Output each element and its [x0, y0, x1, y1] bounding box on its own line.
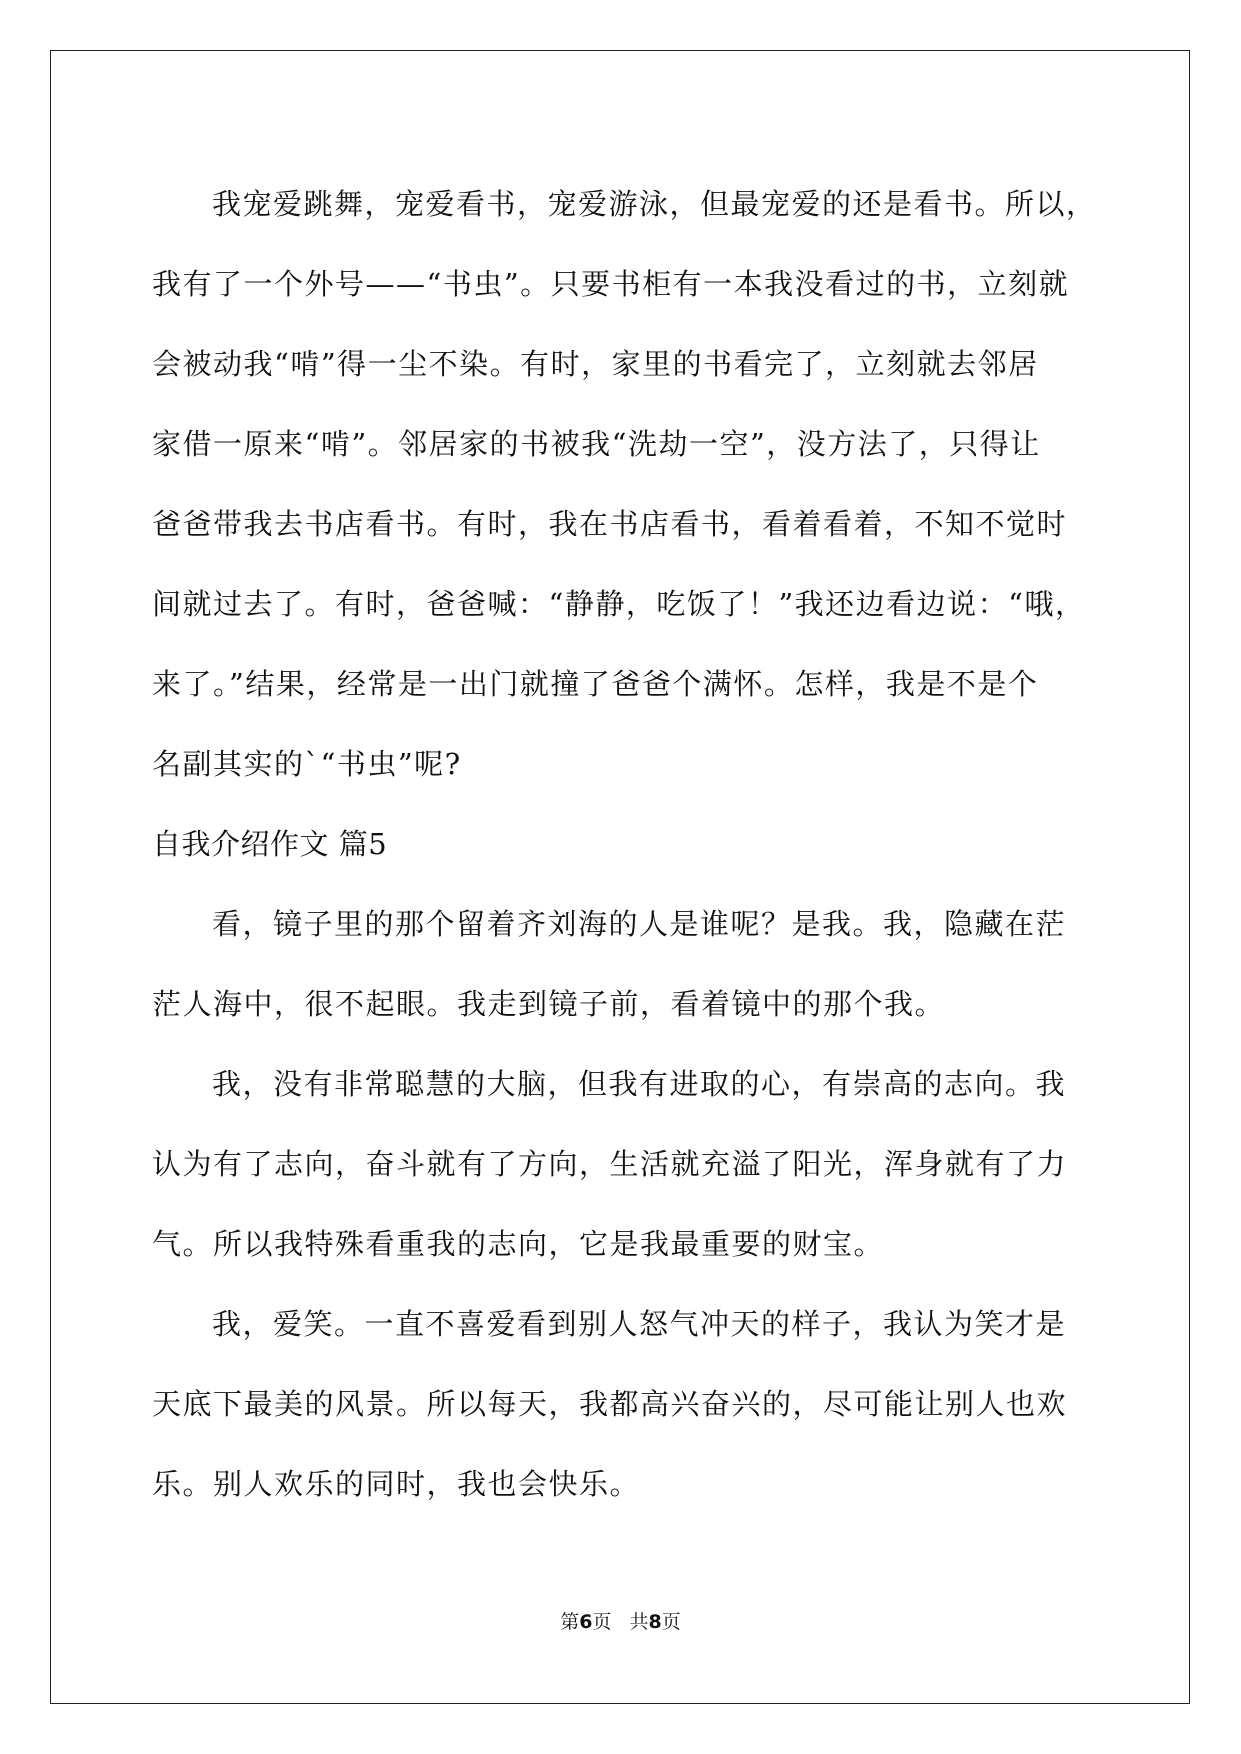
- text-line: 来了。”结果，经常是一出门就撞了爸爸个满怀。怎样，我是不是个: [152, 667, 1039, 701]
- footer-current-page: 6: [579, 1611, 593, 1633]
- text-line: 乐。别人欢乐的同时，我也会快乐。: [152, 1467, 641, 1501]
- text-line: 茫人海中，很不起眼。我走到镜子前，看着镜中的那个我。: [152, 987, 946, 1021]
- text-line: 我宠爱跳舞，宠爱看书，宠爱游泳，但最宠爱的还是看书。所以，: [212, 187, 1097, 221]
- footer-total-prefix: 共: [629, 1611, 649, 1633]
- footer-mid: 页: [592, 1611, 612, 1633]
- text-line: 间就过去了。有时，爸爸喊：“静静，吃饭了！”我还边看边说：“哦，: [152, 587, 1086, 621]
- footer-suffix: 页: [661, 1611, 681, 1633]
- text-line: 会被动我“啃”得一尘不染。有时，家里的书看完了，立刻就去邻居: [152, 347, 1039, 381]
- document-body: [152, 164, 1097, 1524]
- footer-prefix: 第: [560, 1611, 580, 1633]
- text-line: 我有了一个外号——“书虫”。只要书柜有一本我没看过的书，立刻就: [152, 267, 1070, 301]
- text-line: 家借一原来“啃”。邻居家的书被我“洗劫一空”，没方法了，只得让: [152, 427, 1041, 461]
- text-line: 名副其实的`“书虫”呢?: [152, 747, 462, 781]
- text-line: 爸爸带我去书店看书。有时，我在书店看书，看着看着，不知不觉时: [152, 507, 1068, 541]
- text-line: 我，爱笑。一直不喜爱看到别人怒气冲天的样子，我认为笑才是: [212, 1307, 1067, 1341]
- section-heading: 自我介绍作文 篇5: [152, 827, 388, 861]
- page-footer: [0, 1610, 1241, 1634]
- text-line: 天底下最美的风景。所以每天，我都高兴奋兴的，尽可能让别人也欢: [152, 1387, 1068, 1421]
- text-line: 认为有了志向，奋斗就有了方向，生活就充溢了阳光，浑身就有了力: [152, 1147, 1068, 1181]
- text-line: 气。所以我特殊看重我的志向，它是我最重要的财宝。: [152, 1227, 885, 1261]
- text-line: 看，镜子里的那个留着齐刘海的人是谁呢？是我。我，隐藏在茫: [212, 907, 1067, 941]
- footer-total-pages: 8: [648, 1611, 662, 1633]
- text-line: 我，没有非常聪慧的大脑，但我有进取的心，有崇高的志向。我: [212, 1067, 1067, 1101]
